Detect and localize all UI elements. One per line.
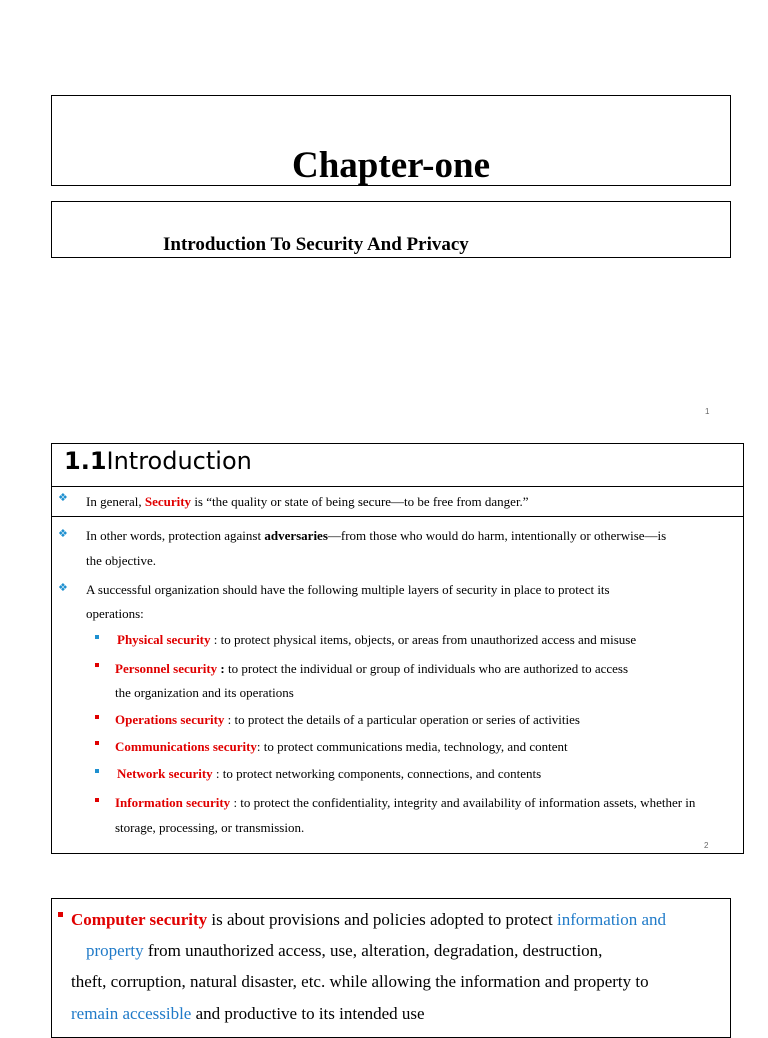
section-heading xyxy=(64,446,252,476)
square-bullet-icon xyxy=(95,741,99,745)
computer-security-line-2: property from unauthorized access, use, alteration, degradation, destruction, xyxy=(86,941,603,960)
title-box xyxy=(51,95,731,186)
section-number: 1.1 xyxy=(64,447,107,475)
divider xyxy=(51,486,744,487)
list-item-information-cont: storage, processing, or transmission. xyxy=(115,820,305,835)
square-bullet-icon xyxy=(95,769,99,773)
list-item-personnel-cont: the organization and its operations xyxy=(115,685,294,700)
list-item-physical: Physical security : to protect physical items, objects, or areas from unauthorized access and misuse xyxy=(117,632,637,647)
page-number: 2 xyxy=(704,841,709,850)
computer-security-line-4: remain accessible and productive to its intended use xyxy=(71,1004,425,1023)
diamond-bullet-icon: ❖ xyxy=(58,491,68,504)
list-item-information: Information security : to protect the confidentiality, integrity and availability of information assets, whether in xyxy=(115,795,696,810)
divider xyxy=(51,516,744,517)
subtitle-box xyxy=(51,201,731,258)
paragraph-layers-cont: operations: xyxy=(86,606,144,621)
paragraph-layers: A successful organization should have the following multiple layers of security in place to protect its xyxy=(86,582,610,597)
diamond-bullet-icon: ❖ xyxy=(58,581,68,594)
square-bullet-icon xyxy=(95,798,99,802)
paragraph-adversaries: In other words, protection against adversaries—from those who would do harm, intentionally or otherwise—is xyxy=(86,528,667,543)
page-number: 1 xyxy=(705,407,710,416)
square-bullet-icon xyxy=(95,635,99,639)
computer-security-line-3: theft, corruption, natural disaster, etc. while allowing the information and property to xyxy=(71,972,649,991)
computer-security-line-1: Computer security is about provisions and policies adopted to protect information and xyxy=(71,910,667,929)
list-item-network: Network security : to protect networking components, connections, and contents xyxy=(117,766,542,781)
paragraph-general: In general, Security is “the quality or state of being secure—to be free from danger.” xyxy=(86,494,529,509)
paragraph-adversaries-cont: the objective. xyxy=(86,553,157,568)
square-bullet-icon xyxy=(95,663,99,667)
chapter-subtitle: Introduction To Security And Privacy xyxy=(163,234,469,255)
list-item-operations: Operations security : to protect the details of a particular operation or series of activities xyxy=(115,712,580,727)
square-bullet-icon xyxy=(58,912,63,917)
chapter-title: Chapter-one xyxy=(292,145,490,186)
square-bullet-icon xyxy=(95,715,99,719)
list-item-personnel: Personnel security : to protect the individual or group of individuals who are authorized to access xyxy=(115,661,629,676)
diamond-bullet-icon: ❖ xyxy=(58,527,68,540)
section-title: Introduction xyxy=(106,447,252,475)
list-item-communications: Communications security: to protect communications media, technology, and content xyxy=(115,739,568,754)
